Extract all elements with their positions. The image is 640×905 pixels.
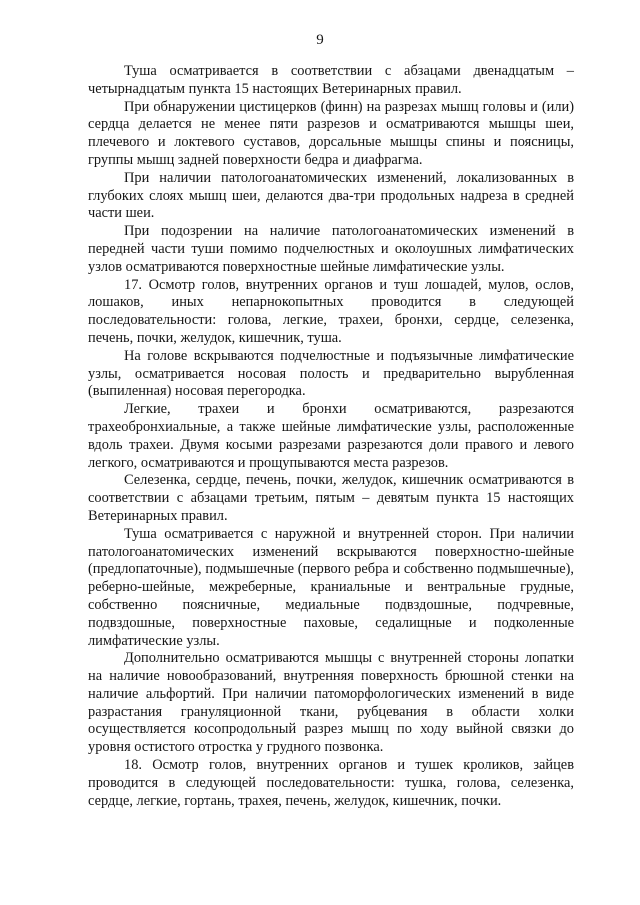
paragraph: 17. Осмотр голов, внутренних органов и туш лошадей, мулов, ослов, лошаков, иных непарнокопытных проводится в следующей последовательности: голова, легкие, трахеи, бронхи, сердце, селезенка, печень, почки, желудок, кишечник, туша. — [88, 276, 574, 346]
paragraph: На голове вскрываются подчелюстные и подъязычные лимфатические узлы, осматривается носовая полость и предварительно вырубленная (выпиленная) носовая перегородка. — [88, 347, 574, 400]
paragraph: При обнаружении цистицерков (финн) на разрезах мышц головы и (или) сердца делается не менее пяти разрезов и осматриваются мышцы шеи, плечевого и локтевого суставов, дорсальные мышцы спины и поясницы, группы мышц задней поверхности бедра и диафрагма. — [88, 98, 574, 168]
paragraph: Селезенка, сердце, печень, почки, желудок, кишечник осматриваются в соответствии с абзацами третьим, пятым – девятым пункта 15 настоящих Ветеринарных правил. — [88, 472, 574, 524]
paragraph: 18. Осмотр голов, внутренних органов и тушек кроликов, зайцев проводится в следующей последовательности: тушка, голова, селезенка, сердце, легкие, гортань, трахея, печень, желудок, кишечник, почки. — [88, 757, 574, 809]
document-body — [88, 63, 574, 810]
paragraph: При наличии патологоанатомических изменений, локализованных в глубоких слоях мышц шеи, делаются два-три продольных надреза в средней части шеи. — [88, 169, 574, 222]
paragraph: Легкие, трахеи и бронхи осматриваются, разрезаются трахеобронхиальные, а также шейные лимфатические узлы, расположенные вдоль трахеи. Двумя косыми разрезами разрезаются доли правого и левого легкого, осматриваются и прощупываются места разрезов. — [88, 401, 574, 471]
paragraph: При подозрении на наличие патологоанатомических изменений в передней части туши помимо подчелюстных и околоушных лимфатических узлов осматриваются поверхностные шейные лимфатические узлы. — [88, 223, 574, 275]
paragraph: Туша осматривается в соответствии с абзацами двенадцатым – четырнадцатым пункта 15 настоящих Ветеринарных правил. — [88, 63, 574, 97]
paragraph: Дополнительно осматриваются мышцы с внутренней стороны лопатки на наличие новообразований, внутренняя поверхность брюшной стенки на наличие альфортий. При наличии патоморфологических изменений в виде разрастания грануляционной ткани, рубцевания в области холки осуществляется косопродольный разрез мышц по ходу выйной связки до уровня остистого отростка у грудного позвонка. — [88, 650, 574, 756]
paragraph: Туша осматривается с наружной и внутренней сторон. При наличии патологоанатомических изменений вскрываются поверхностно-шейные (предлопаточные), подмышечные (первого ребра и собственно подмышечные), реберно-шейные, межреберные, краниальные и вентральные грудные, собственно поясничные, медиальные подвздошные, подчревные, подвздошные, поверхностные паховые, седалищные и подколенные лимфатические узлы. — [88, 525, 574, 649]
page-number: 9 — [316, 32, 324, 48]
